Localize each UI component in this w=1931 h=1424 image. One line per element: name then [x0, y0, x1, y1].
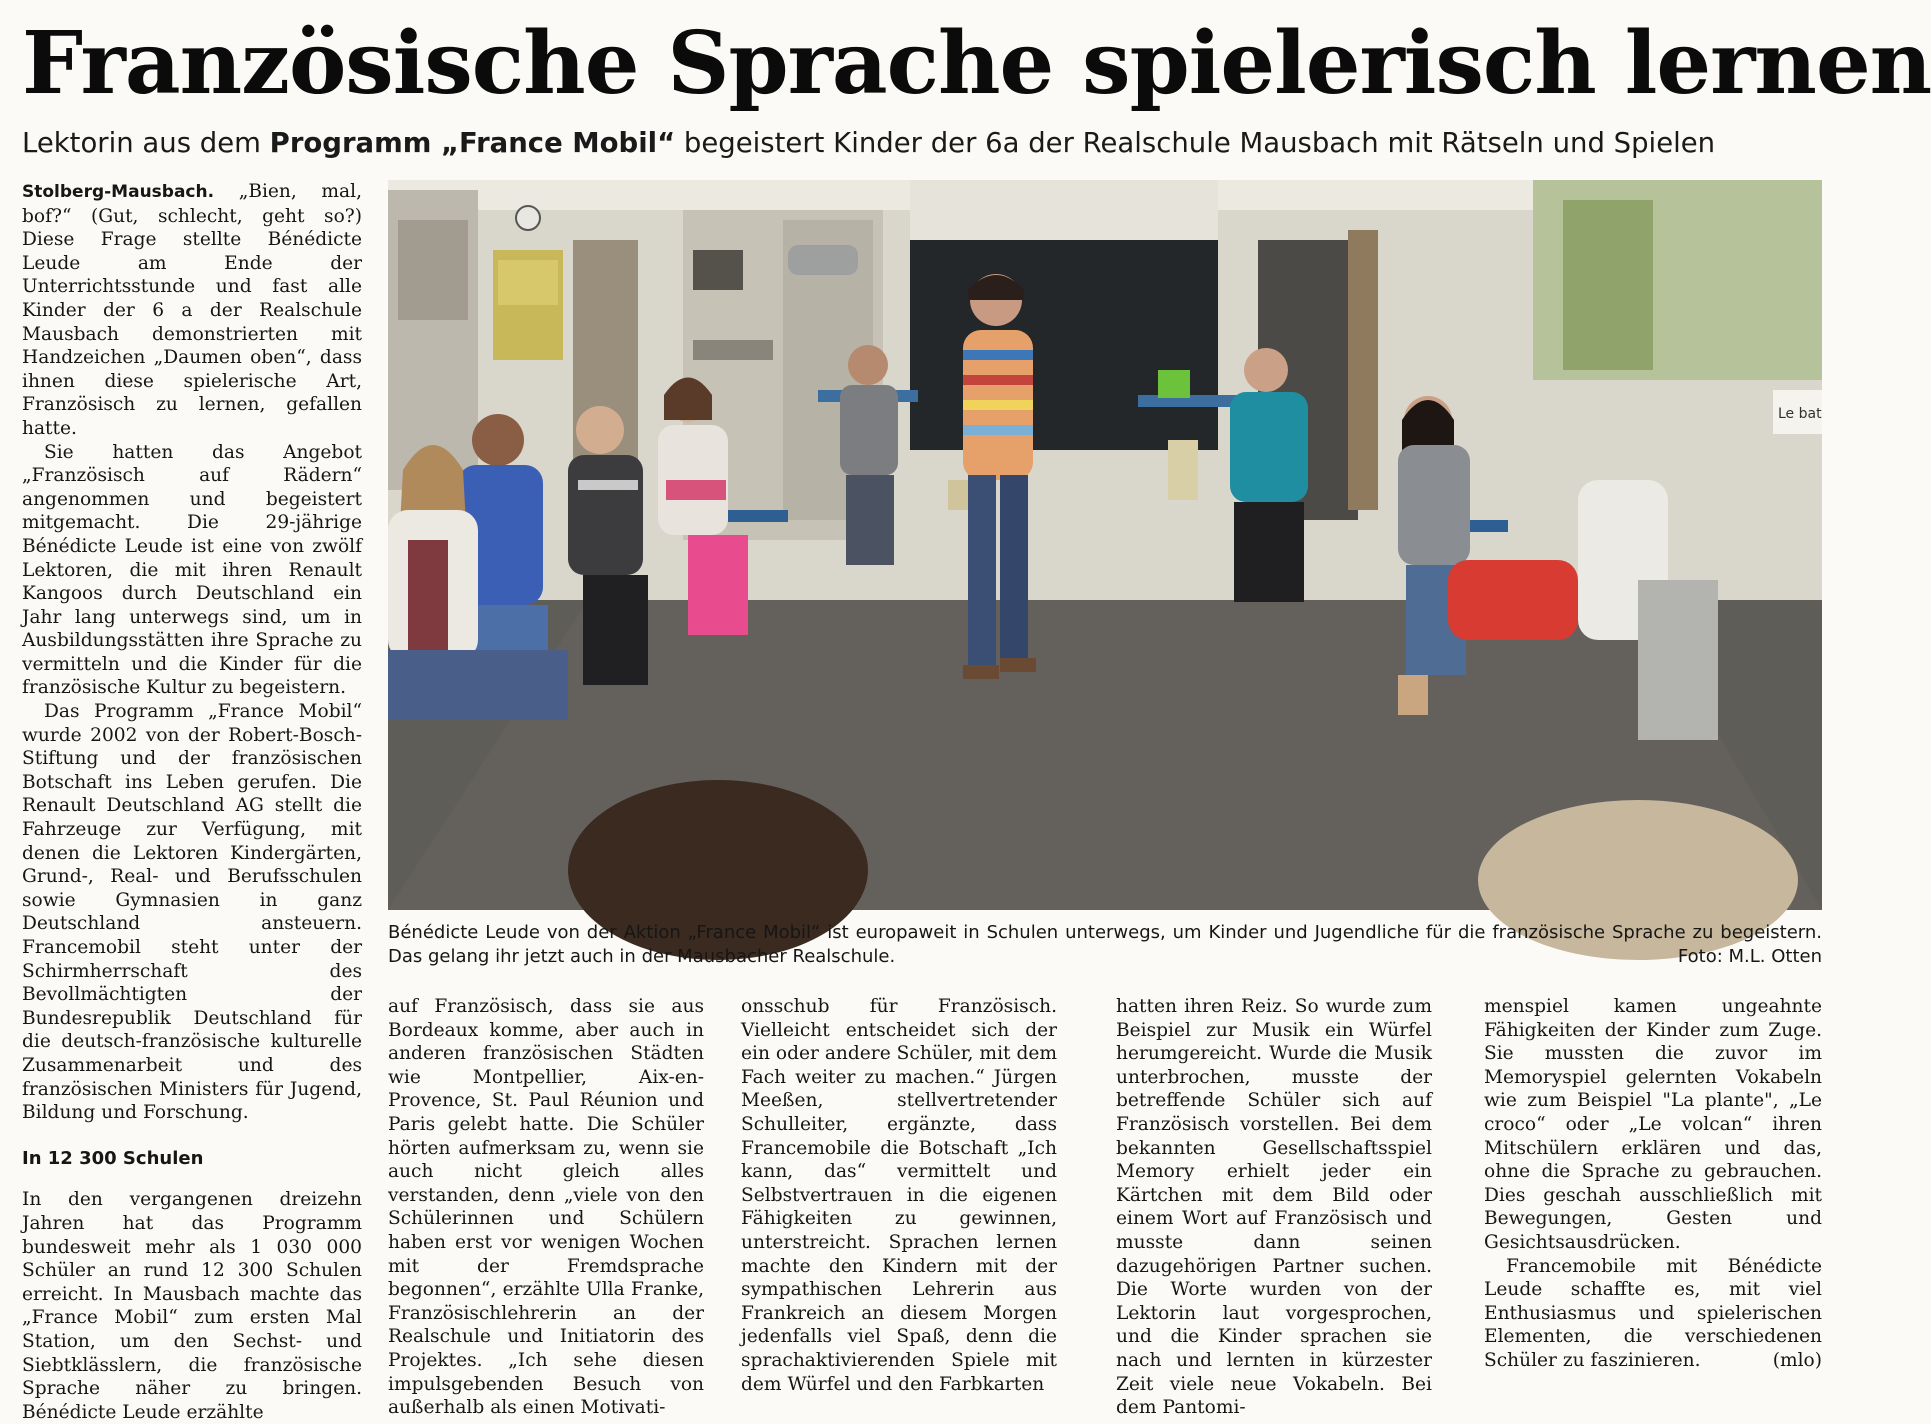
photo-caption: [388, 921, 1822, 969]
column-3-text: onsschub für Französisch. Vielleicht entscheidet sich der ein oder andere Schüler, mit dem Fach weiter zu machen.“ Jürgen Meeßen, stellvertretender Schulleiter, ergänzte, dass Francemobile die Botschaft „Ich kann, das“ vermittelt und Selbstvertrauen in die eigenen Fähigkeiten zu gewinnen, unterstreicht. Sprachen lernen machte den Kindern mit der sympathischen Lehrerin aus Frankreich an diesem Morgen jedenfalls viel Spaß, denn die sprachaktivierenden Spiele mit dem Würfel und den Farbkarten: [741, 996, 1057, 1395]
paragraph-3: Das Programm „France Mobil“ wurde 2002 von der Robert-Bosch-Stiftung und der französischen Botschaft ins Leben gerufen. Die Renault Deutschland AG stellt die Fahrzeuge zur Verfügung, mit denen die Lektoren Kindergärten, Grund-, Real- und Berufsschulen sowie Gymnasien in ganz Deutschland ansteuern. Francemobil steht unter der Schirmherrschaft des Bevollmächtigten der Bundesrepublik Deutschland für die deutsch-französische kulturelle Zusammenarbeit und des französischen Ministers für Jugend, Bildung und Forschung.: [22, 701, 362, 1124]
subheadline-part-1: Lektorin aus dem: [22, 127, 270, 159]
column-4-text: hatten ihren Reiz. So wurde zum Beispiel zur Musik ein Würfel herumgereicht. Wurde die Musik unterbrochen, musste der betreffende Schüler sich auf Französisch vorstellen. Bei dem bekannten Gesellschaftsspiel Memory erhielt jeder ein Kärtchen mit dem Bild oder einem Wort auf Französisch und musste dann seinen dazugehörigen Partner suchen. Die Worte wurden von der Lektorin laut vorgesprochen, und die Kinder sprachen sie nach und lernten in kürzester Zeit viele neue Vokabeln. Bei dem Pantomi-: [1116, 996, 1432, 1419]
caption-text: Bénédicte Leude von der Aktion „France Mobil“ ist europaweit in Schulen unterwegs, um Kinder und Jugendliche für die französische Sprache zu begeistern. Das gelang ihr jetzt auch in der Mausbacher Realschule.: [388, 922, 1822, 967]
article-column-2: [388, 995, 704, 1419]
article-column-1: [22, 180, 362, 1423]
photo-credit: Foto: M.L. Otten: [1677, 946, 1822, 967]
column-2-text: auf Französisch, dass sie aus Bordeaux komme, aber auch in anderen französischen Städten wie Montpellier, Aix-en-Provence, St. Paul Réunion und Paris gelebt hatte. Die Schüler hörten aufmerksam zu, wenn sie auch nicht gleich alles verstanden, denn „viele von den Schülerinnen und Schülern haben erst vor wenigen Wochen mit der Fremdsprache begonnen“, erzählte Ulla Franke, Französischlehrerin an der Realschule und Initiatorin des Projektes. „Ich sehe diesen impulsgebenden Besuch von außerhalb als einen Motivati-: [388, 996, 704, 1419]
dateline: Stolberg-Mausbach.: [22, 182, 215, 202]
paragraph-4: In den vergangenen dreizehn Jahren hat das Programm bundesweit mehr als 1 030 000 Schüler an rund 12 300 Schulen erreicht. In Mausbach machte das „France Mobil“ zum ersten Mal Station, um den Sechst- und Siebtklässlern, die französische Sprache näher zu bringen. Bénédicte Leude erzählte: [22, 1189, 362, 1423]
photo-card-text: Le bat: [1778, 406, 1822, 422]
headline: Französische Sprache spielerisch lernen: [22, 13, 1931, 114]
subheadline-part-2: begeistert Kinder der 6a der Realschule Mausbach mit Rätseln und Spielen: [675, 127, 1716, 159]
subheadline-bold: Programm „France Mobil“: [269, 127, 676, 159]
article-column-3: [741, 995, 1057, 1395]
column-5-paragraph-2: Francemobile mit Bénédicte Leude schaffte es, mit viel Enthusiasmus und spielerischen Elementen, die verschiedenen Schüler zu faszinieren.: [1484, 1255, 1822, 1371]
paragraph-1: „Bien, mal, bof?“ (Gut, schlecht, geht so?) Diese Frage stellte Bénédicte Leude am Ende der Unterrichtsstunde und fast alle Kinder der 6 a der Realschule Mausbach demonstrierten mit Handzeichen „Daumen oben“, dass ihnen diese spielerische Art, Französisch zu lernen, gefallen hatte.: [22, 181, 362, 439]
article-column-4: [1116, 995, 1432, 1419]
subheadline: [22, 124, 1822, 162]
column-5-paragraph-1: menspiel kamen ungeahnte Fähigkeiten der Kinder zum Zuge. Sie mussten die zuvor im Memoryspiel gelernten Vokabeln wie zum Beispiel "La plante", „Le croco“ oder „Le volcan“ ihren Mitschülern erklären und das, ohne die Sprache zu gebrauchen. Dies geschah ausschließlich mit Bewegungen, Gesten und Gesichtsausdrücken.: [1484, 996, 1822, 1253]
byline: (mlo): [1772, 1349, 1822, 1371]
classroom-photo: [388, 180, 1822, 910]
paragraph-2: Sie hatten das Angebot „Französisch auf Rädern“ angenommen und begeistert mitgemacht. Die 29-jährige Bénédicte Leude ist eine von zwölf Lektoren, die mit ihren Renault Kangoos durch Deutschland ein Jahr lang unterwegs sind, um in Ausbildungsstätten ihre Sprache zu vermitteln und die Kinder für die französische Kultur zu begeistern.: [22, 441, 362, 699]
article-column-5: [1484, 995, 1822, 1383]
subheading: In 12 300 Schulen: [22, 1147, 204, 1169]
